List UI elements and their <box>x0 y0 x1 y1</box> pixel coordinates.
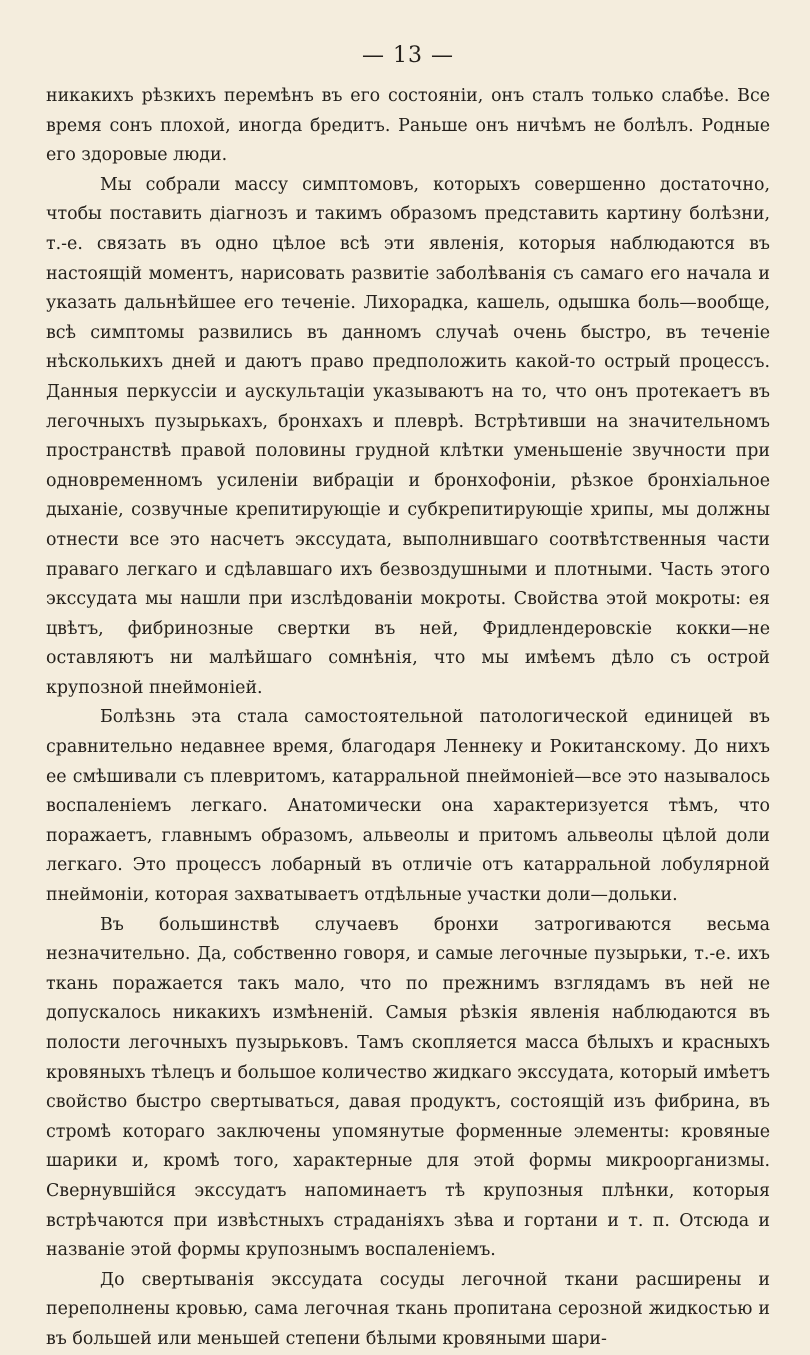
paragraph: Мы собрали массу симптомовъ, которыхъ совершенно достаточно, чтобы поставить діагнозъ и такимъ образомъ представить картину болѣзни, т.-е. связать въ одно цѣлое всѣ эти явленія, которыя наблюдаются въ настоящій моментъ, нарисовать развитіе заболѣванія съ самаго его начала и указать дальнѣйшее его теченіе. Лихорадка, кашель, одышка боль—вообще, всѣ симптомы развились въ данномъ случаѣ очень быстро, въ теченіе нѣсколькихъ дней и даютъ право предположить какой-то острый процессъ. Данныя перкуссіи и аускультаціи указываютъ на то, что онъ протекаетъ въ легочныхъ пузырькахъ, бронхахъ и плеврѣ. Встрѣтивши на значительномъ пространствѣ правой половины грудной клѣтки уменьшеніе звучности при одновременномъ усиленіи вибраціи и бронхофоніи, рѣзкое бронхіальное дыханіе, созвучные крепитирующіе и субкрепитирующіе хрипы, мы должны отнести все это насчетъ экссудата, выполнившаго соотвѣтственныя части праваго легкаго и сдѣлавшаго ихъ безвоздушными и плотными. Часть этого экссудата мы нашли при изслѣдованіи мокроты. Свойства этой мокроты: ея цвѣтъ, фибринозные свертки въ ней, Фридлендеровскіе кокки—не оставляютъ ни малѣйшаго сомнѣнія, что мы имѣемъ дѣло съ острой крупозной пнеймоніей. <box>46 174 770 698</box>
paragraph: никакихъ рѣзкихъ перемѣнъ въ его состояніи, онъ сталъ только слабѣе. Все время сонъ плохой, иногда бредитъ. Раньше онъ ничѣмъ не болѣлъ. Родные его здоровые люди. <box>46 86 770 166</box>
page-number: — 13 — <box>362 43 454 68</box>
paragraph: До свертыванія экссудата сосуды легочной ткани расширены и переполнены кровью, сама легочная ткань пропитана серозной жидкостью и въ большей или меньшей степени бѣлыми кровяными шари- <box>46 1269 770 1349</box>
paragraph: Болѣзнь эта стала самостоятельной патологической единицей въ сравнительно недавнее время, благодаря Леннеку и Рокитанскому. До нихъ ее смѣшивали съ плевритомъ, катарральной пнеймоніей—все это называлось воспаленіемъ легкаго. Анатомически она характеризуется тѣмъ, что поражаетъ, главнымъ образомъ, альвеолы и притомъ альвеолы цѣлой доли легкаго. Это процессъ лобарный въ отличіе отъ катарральной лобулярной пнеймоніи, которая захватываетъ отдѣльные участки доли—дольки. <box>46 707 770 906</box>
paragraph: Въ большинствѣ случаевъ бронхи затрогиваются весьма незначительно. Да, собственно говоря, и самые легочные пузырьки, т.-е. ихъ ткань поражается такъ мало, что по прежнимъ взглядамъ въ ней не допускалось никакихъ измѣненій. Самыя рѣзкія явленія наблюдаются въ полости легочныхъ пузырьковъ. Тамъ скопляется масса бѣлыхъ и красныхъ кровяныхъ тѣлецъ и большое количество жидкаго экссудата, который имѣетъ свойство быстро свертываться, давая продуктъ, состоящій изъ фибрина, въ стромѣ котораго заключены упомянутые форменные элементы: кровяные шарики и, кромѣ того, характерные для этой формы микроорганизмы. Свернувшійся экссудатъ напоминаетъ тѣ крупозныя плѣнки, которыя встрѣчаются при извѣстныхъ страданіяхъ зѣва и гортани и т. п. Отсюда и названіе этой формы крупознымъ воспаленіемъ. <box>46 914 770 1261</box>
body-text <box>46 82 770 1355</box>
